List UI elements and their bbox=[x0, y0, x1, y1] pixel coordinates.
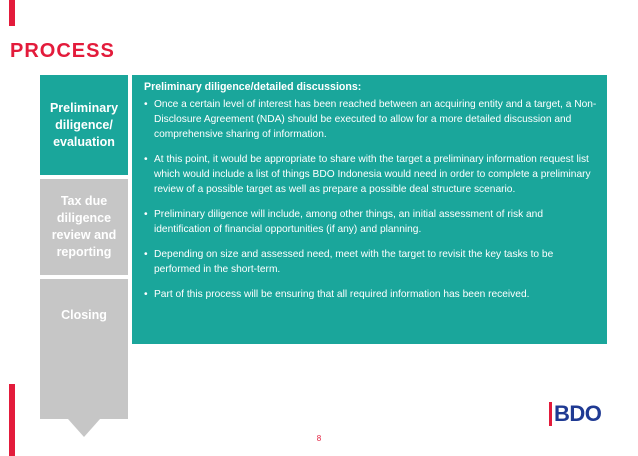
bottom-accent-bar bbox=[9, 384, 15, 456]
bullet-text: Once a certain level of interest has been reached between an acquiring entity and a target, a Non-Disclosure Agreement (NDA) should be executed to allow for a more detailed discussion and comprehensive sharing of information. bbox=[154, 99, 597, 140]
bullet-text: Preliminary diligence will include, among other things, an initial assessment of risk and identification of financial opportunities (if any) and planning. bbox=[154, 209, 544, 235]
top-accent-bar bbox=[9, 0, 15, 26]
page-number: 8 bbox=[316, 434, 322, 443]
step-label: Tax due diligence review and reporting bbox=[51, 194, 117, 259]
list-item bbox=[144, 287, 597, 302]
list-item bbox=[144, 247, 597, 277]
logo-text: BDO bbox=[554, 401, 602, 426]
list-item bbox=[144, 152, 597, 197]
slide-title: PROCESS bbox=[10, 40, 115, 62]
bullet-list bbox=[144, 97, 597, 302]
bdo-logo bbox=[549, 402, 601, 426]
step-label: Closing bbox=[61, 307, 107, 322]
logo-bar-icon bbox=[549, 402, 552, 426]
step-arrow-icon bbox=[68, 419, 100, 437]
step-label: Preliminary diligence/ evaluation bbox=[49, 100, 119, 149]
step-preliminary-diligence bbox=[40, 75, 128, 175]
bullet-icon: • bbox=[144, 99, 148, 110]
list-item bbox=[144, 97, 597, 142]
step-tax-due-diligence bbox=[40, 179, 128, 275]
bullet-icon: • bbox=[144, 289, 148, 300]
bullet-icon: • bbox=[144, 154, 148, 165]
content-heading: Preliminary diligence/detailed discussions: bbox=[144, 81, 362, 93]
bullet-text: Part of this process will be ensuring that all required information has been received. bbox=[154, 289, 530, 300]
step-closing bbox=[40, 279, 128, 419]
bullet-text: At this point, it would be appropriate to share with the target a preliminary information request list which would include a list of things BDO Indonesia would need in order to complete a preliminary review of a possible target as well as prepare a possible deal structure scenario. bbox=[154, 154, 591, 195]
list-item bbox=[144, 207, 597, 237]
bullet-icon: • bbox=[144, 209, 148, 220]
bullet-icon: • bbox=[144, 249, 148, 260]
content-panel bbox=[132, 75, 607, 344]
bullet-text: Depending on size and assessed need, meet with the target to revisit the key tasks to be performed in the short-term. bbox=[154, 249, 554, 275]
